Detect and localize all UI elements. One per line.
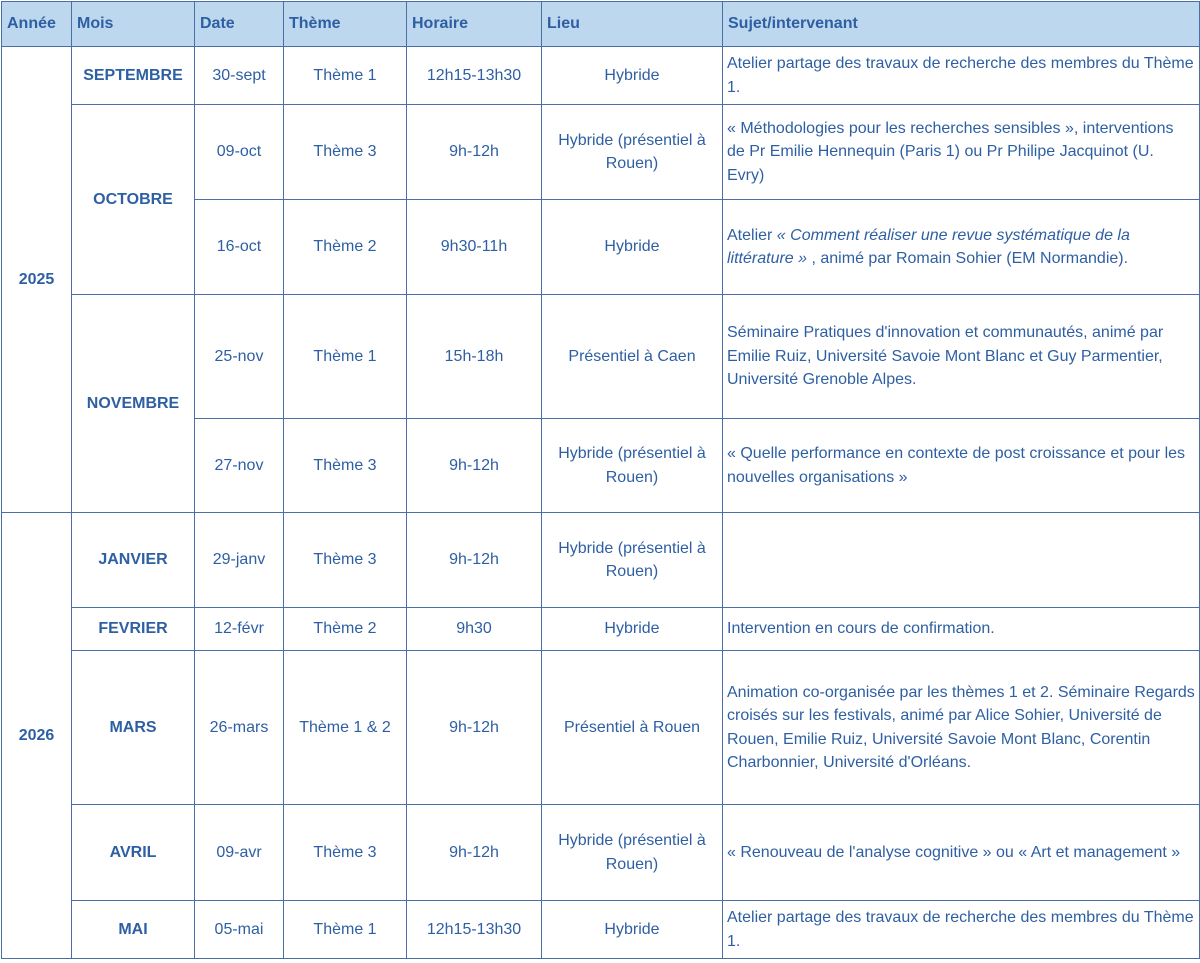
lieu-cell: Hybride (présentiel à Rouen): [542, 805, 723, 901]
lieu-cell: Présentiel à Rouen: [542, 651, 723, 805]
year-cell-2025: 2025: [2, 47, 72, 513]
lieu-cell: Hybride (présentiel à Rouen): [542, 513, 723, 608]
table-row: [2, 805, 1200, 901]
table-row: [2, 295, 1200, 419]
year-cell-2026: 2026: [2, 513, 72, 959]
month-cell-septembre: SEPTEMBRE: [72, 47, 195, 105]
theme-cell: Thème 1: [284, 901, 407, 959]
theme-cell: Thème 3: [284, 513, 407, 608]
sujet-text-pre: Atelier: [727, 226, 777, 244]
horaire-cell: 15h-18h: [407, 295, 542, 419]
horaire-cell: 9h-12h: [407, 419, 542, 513]
header-annee: Année: [2, 2, 72, 47]
header-sujet: Sujet/intervenant: [723, 2, 1200, 47]
sujet-cell: Intervention en cours de confirmation.: [723, 608, 1200, 651]
month-cell-novembre: NOVEMBRE: [72, 295, 195, 513]
month-cell-mai: MAI: [72, 901, 195, 959]
header-date: Date: [195, 2, 284, 47]
table-row: [2, 105, 1200, 200]
lieu-cell: Présentiel à Caen: [542, 295, 723, 419]
horaire-cell: 9h-12h: [407, 651, 542, 805]
sujet-text-italic: « Comment réaliser une revue systématique de la littérature »: [727, 226, 1130, 267]
horaire-cell: 9h30: [407, 608, 542, 651]
month-cell-avril: AVRIL: [72, 805, 195, 901]
table-row: [2, 901, 1200, 959]
horaire-cell: 12h15-13h30: [407, 901, 542, 959]
date-cell: 30-sept: [195, 47, 284, 105]
sujet-cell: « Méthodologies pour les recherches sensibles », interventions de Pr Emilie Hennequin (Paris 1) ou Pr Philipe Jacquinot (U. Evry): [723, 105, 1200, 200]
sujet-cell: Animation co-organisée par les thèmes 1 et 2. Séminaire Regards croisés sur les festivals, animé par Alice Sohier, Université de Rouen, Emilie Ruiz, Université Savoie Mont Blanc, Corentin Charbonnier, Université d'Orléans.: [723, 651, 1200, 805]
theme-cell: Thème 2: [284, 200, 407, 295]
lieu-cell: Hybride: [542, 47, 723, 105]
table-row: [2, 47, 1200, 105]
horaire-cell: 9h-12h: [407, 805, 542, 901]
header-lieu: Lieu: [542, 2, 723, 47]
horaire-cell: 9h-12h: [407, 513, 542, 608]
sujet-text-post: , animé par Romain Sohier (EM Normandie).: [807, 250, 1129, 267]
date-cell: 12-févr: [195, 608, 284, 651]
sujet-cell: [723, 200, 1200, 295]
theme-cell: Thème 3: [284, 105, 407, 200]
horaire-cell: 9h-12h: [407, 105, 542, 200]
theme-cell: Thème 3: [284, 419, 407, 513]
horaire-cell: 12h15-13h30: [407, 47, 542, 105]
sujet-cell: « Renouveau de l'analyse cognitive » ou « Art et management »: [723, 805, 1200, 901]
lieu-cell: Hybride: [542, 608, 723, 651]
theme-cell: Thème 2: [284, 608, 407, 651]
schedule-table: [1, 1, 1200, 959]
date-cell: 09-oct: [195, 105, 284, 200]
lieu-cell: Hybride: [542, 901, 723, 959]
theme-cell: Thème 1 & 2: [284, 651, 407, 805]
theme-cell: Thème 3: [284, 805, 407, 901]
month-cell-mars: MARS: [72, 651, 195, 805]
month-cell-octobre: OCTOBRE: [72, 105, 195, 295]
lieu-cell: Hybride (présentiel à Rouen): [542, 419, 723, 513]
date-cell: 27-nov: [195, 419, 284, 513]
month-cell-fevrier: FEVRIER: [72, 608, 195, 651]
header-horaire: Horaire: [407, 2, 542, 47]
date-cell: 26-mars: [195, 651, 284, 805]
date-cell: 29-janv: [195, 513, 284, 608]
month-cell-janvier: JANVIER: [72, 513, 195, 608]
header-row: [2, 2, 1200, 47]
date-cell: 25-nov: [195, 295, 284, 419]
theme-cell: Thème 1: [284, 47, 407, 105]
date-cell: 05-mai: [195, 901, 284, 959]
sujet-cell: Atelier partage des travaux de recherche des membres du Thème 1.: [723, 47, 1200, 105]
lieu-cell: Hybride: [542, 200, 723, 295]
sujet-cell: Atelier partage des travaux de recherche des membres du Thème 1.: [723, 901, 1200, 959]
date-cell: 09-avr: [195, 805, 284, 901]
sujet-cell: [723, 513, 1200, 608]
table-row: [2, 608, 1200, 651]
sujet-cell: Séminaire Pratiques d'innovation et communautés, animé par Emilie Ruiz, Université Savoie Mont Blanc et Guy Parmentier, Université Grenoble Alpes.: [723, 295, 1200, 419]
header-mois: Mois: [72, 2, 195, 47]
date-cell: 16-oct: [195, 200, 284, 295]
sujet-cell: « Quelle performance en contexte de post croissance et pour les nouvelles organisations »: [723, 419, 1200, 513]
lieu-cell: Hybride (présentiel à Rouen): [542, 105, 723, 200]
table-row: [2, 513, 1200, 608]
table-row: [2, 651, 1200, 805]
header-theme: Thème: [284, 2, 407, 47]
theme-cell: Thème 1: [284, 295, 407, 419]
horaire-cell: 9h30-11h: [407, 200, 542, 295]
